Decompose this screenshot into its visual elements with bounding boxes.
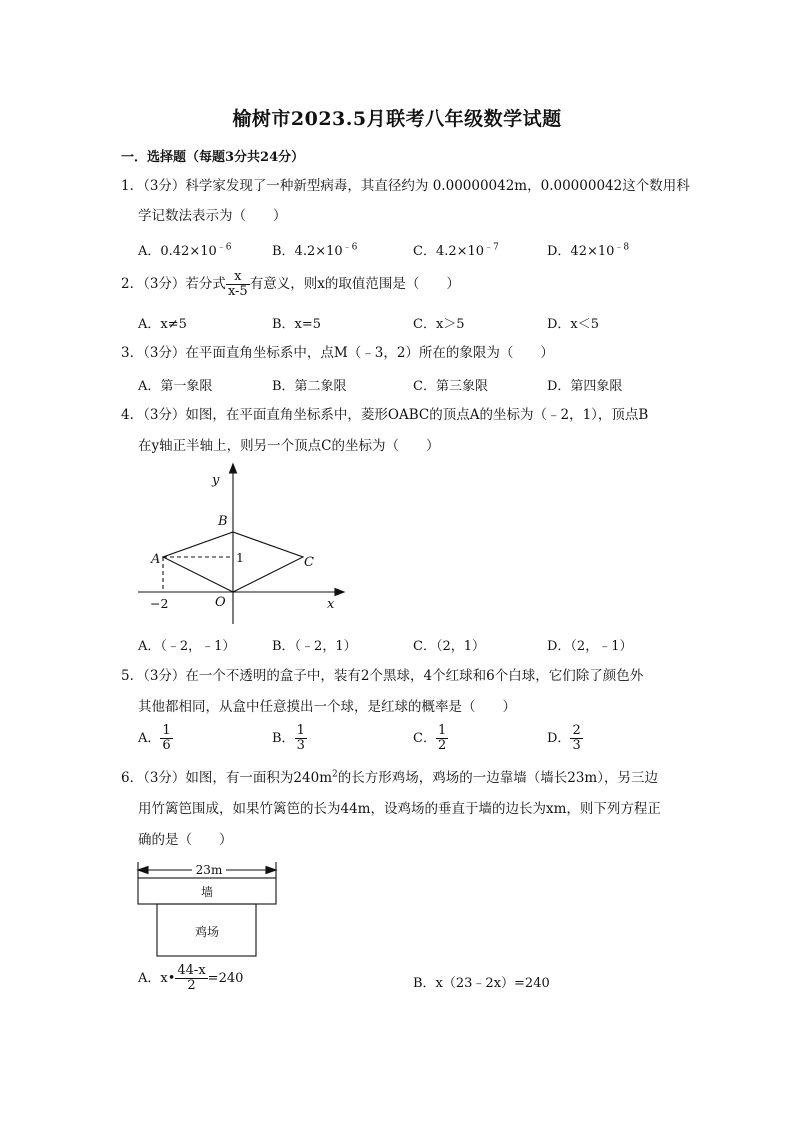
q2-fraction	[226, 270, 250, 299]
label-c: C	[304, 555, 314, 570]
q4-option-b[interactable]: B．（﹣2，1）	[272, 639, 357, 654]
label-x: x	[327, 597, 335, 612]
question-3: 3．（3分）在平面直角坐标系中，点M（﹣3，2）所在的象限为（ ）	[121, 345, 554, 361]
label-neg2: −2	[150, 596, 169, 611]
q3-option-b[interactable]: B．第二象限	[272, 379, 347, 394]
rhombus-coordinate-figure	[130, 458, 360, 628]
chicken-yard-figure	[136, 858, 282, 964]
width-label: 23m	[195, 863, 223, 877]
q3-option-d[interactable]: D．第四象限	[547, 379, 623, 394]
q2-option-a[interactable]: A．x≠5	[138, 317, 187, 332]
x-axis-arrow	[335, 589, 344, 596]
q4-option-a[interactable]: A．（﹣2，﹣1）	[138, 639, 236, 654]
label-b: B	[218, 514, 228, 529]
page-title: 榆树市2023.5月联考八年级数学试题	[232, 108, 562, 130]
yard-label: 鸡场	[194, 925, 220, 939]
question-1-line2: 学记数法表示为（ ）	[138, 208, 287, 224]
q1-option-a[interactable]: A．$0.42\times 10^{﹣6}$	[138, 242, 232, 259]
label-a: A	[151, 552, 161, 567]
question-5-line2: 其他都相同，从盒中任意摸出一个球，是红球的概率是（ ）	[138, 699, 516, 715]
wall-label: 墙	[200, 885, 214, 899]
right-arrow	[266, 867, 276, 874]
q2-option-b[interactable]: B．x=5	[272, 317, 322, 332]
question-1-line1: 1．（3分）科学家发现了一种新型病毒，其直径约为 0.00000042m，0.00000042这个数用科	[121, 178, 690, 194]
q5-option-d[interactable]: D． $\frac{2}{3}$	[547, 723, 581, 753]
q4-option-c[interactable]: C．（2，1）	[413, 639, 485, 654]
label-one: 1	[236, 550, 244, 565]
question-6-line1: 6．（3分）如图，有一面积为$240m^2$的长方形鸡场，鸡场的一边靠墙（墙长23m），另三边	[121, 769, 658, 786]
q3-option-c[interactable]: C．第三象限	[413, 379, 488, 394]
left-arrow	[138, 867, 148, 874]
question-4-line2: 在y轴正半轴上，则另一个顶点C的坐标为（ ）	[138, 438, 440, 454]
q6-option-b[interactable]: B．x（23﹣2x）=240	[413, 976, 550, 991]
q2-option-c[interactable]: C．x＞5	[413, 317, 465, 332]
question-6-line2: 用竹篱笆围成，如果竹篱笆的长为44m，设鸡场的垂直于墙的边长为xm，则下列方程正	[138, 801, 661, 817]
q4-option-d[interactable]: D．（2，﹣1）	[547, 639, 633, 654]
q6-option-a[interactable]: A．x• $\frac{44-x}{2}$ =240	[138, 963, 244, 993]
section-heading: 一．选择题（每题3分共24分）	[121, 150, 305, 165]
q5-option-b[interactable]: B． $\frac{1}{3}$	[272, 723, 305, 753]
q1-option-c[interactable]: C．$4.2\times 10^{﹣7}$	[413, 242, 499, 259]
y-axis-arrow	[230, 464, 237, 473]
label-y: y	[212, 473, 220, 488]
q5-option-c[interactable]: C． $\frac{1}{2}$	[413, 723, 447, 753]
q3-option-a[interactable]: A．第一象限	[138, 379, 213, 394]
q2-prefix: 2．（3分）若分式	[121, 276, 226, 292]
q1-option-b[interactable]: B．$4.2\times 10^{﹣6}$	[272, 242, 358, 259]
question-4-line1: 4．（3分）如图，在平面直角坐标系中，菱形OABC的顶点A的坐标为（﹣2，1），顶点B	[121, 407, 649, 423]
label-o: O	[215, 595, 226, 610]
question-6-line3: 确的是（ ）	[138, 832, 233, 848]
question-2	[121, 270, 460, 299]
q2-option-d[interactable]: D．x＜5	[547, 317, 600, 332]
q2-suffix: 有意义，则x的取值范围是（ ）	[249, 276, 460, 292]
q1-option-d[interactable]: D．$42\times 10^{﹣8}$	[547, 242, 630, 259]
question-5-line1: 5．（3分）在一个不透明的盒子中，装有2个黑球，4个红球和6个白球，它们除了颜色外	[121, 668, 644, 684]
q2-frac-den: x-5	[227, 284, 248, 299]
q5-option-a[interactable]: A． $\frac{1}{6}$	[138, 723, 171, 753]
q2-frac-num: x	[226, 270, 250, 285]
